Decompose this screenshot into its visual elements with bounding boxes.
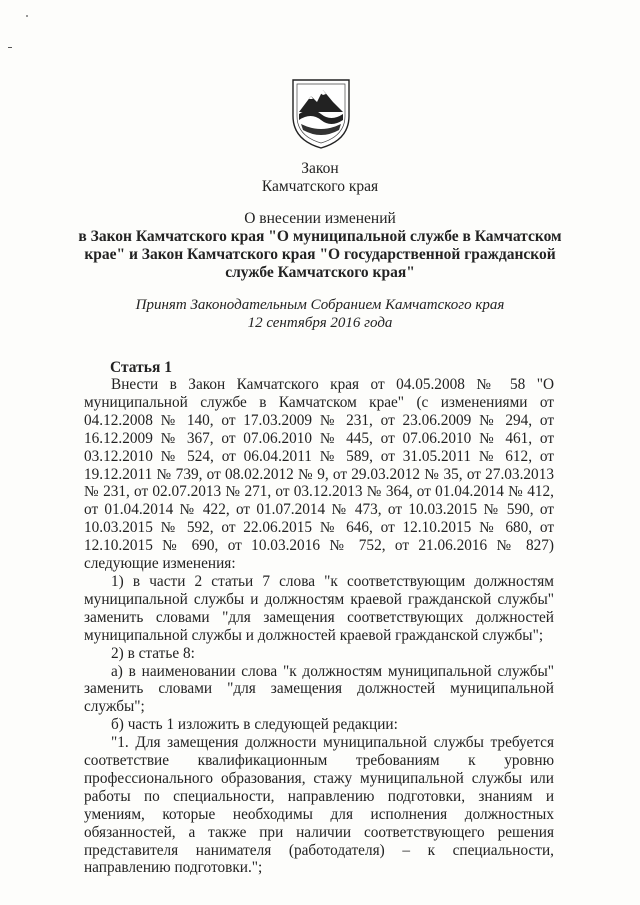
article-paragraph: а) в наименовании слова "к должностям муниципальной службы" заменить словами "для замещения должностей муниципальной службы"; — [84, 662, 554, 716]
subject-line-1: О внесении изменений — [244, 210, 396, 227]
adoption-date: 12 сентября 2016 года — [247, 315, 393, 331]
subject-line-2: в Закон Камчатского края "О муниципальной службе в Камчатском крае" и Закон Камчатского края "О государственной гражданской службе Камчатского края" — [78, 228, 562, 281]
article-paragraph: 1) в части 2 статьи 7 слова "к соответствующим должностям муниципальной службы и должностям краевой гражданской службы" заменить словами "для замещения соответствующих должностей муниципальной службы и должностей краевой гражданской службы"; — [84, 572, 554, 644]
adoption-note — [60, 296, 580, 332]
article-body — [84, 376, 554, 877]
region-title: Камчатского края — [261, 178, 379, 195]
article-paragraph: б) часть 1 изложить в следующей редакции: — [111, 716, 398, 734]
article-title: Статья 1 — [110, 359, 172, 376]
article-paragraph: "1. Для замещения должности муниципальной службы требуется соответствие квалификационным требованиям к уровню профессионального образования, стажу муниципальной службы или работы по специальности, направлению подготовки, знаниям и умениям, которые необходимы для исполнения должностных обязанностей, а также при наличии соответствующего решения представителя нанимателя (работодателя) – к специальности, направлению подготовки."; — [84, 734, 554, 877]
kamchatka-coat-of-arms-emblem — [287, 72, 355, 150]
scan-speck — [26, 15, 28, 17]
adoption-line-1: Принят Законодательным Собранием Камчатского края — [135, 297, 505, 313]
law-subject — [60, 210, 580, 282]
law-title: Закон — [301, 160, 339, 177]
article-paragraph: 2) в статье 8: — [111, 644, 195, 662]
scan-mark — [8, 47, 12, 48]
article-paragraph: Внести в Закон Камчатского края от 04.05.2008 № 58 "О муниципальной службе в Камчатском крае" (с изменениями от 04.12.2008 № 140, от 17.03.2009 № 231, от 23.06.2009 № 294, от 16.12.2009 № 367, от 07.06.2010 № 445, от 07.06.2010 № 461, от 03.12.2010 № 524, от 06.04.2011 № 589, от 31.05.2011 № 612, от 19.12.2011 № 739, от 08.02.2012 № 9, от 29.03.2012 № 35, от 27.03.2013 № 231, от 02.07.2013 № 271, от 03.12.2013 № 364, от 01.04.2014 № 412, от 01.04.2014 № 422, от 01.07.2014 № 473, от 10.03.2015 № 590, от 10.03.2015 № 592, от 22.06.2015 № 646, от 12.10.2015 № 680, от 12.10.2015 № 690, от 10.03.2016 № 752, от 21.06.2016 № 827) следующие изменения: — [84, 376, 554, 573]
